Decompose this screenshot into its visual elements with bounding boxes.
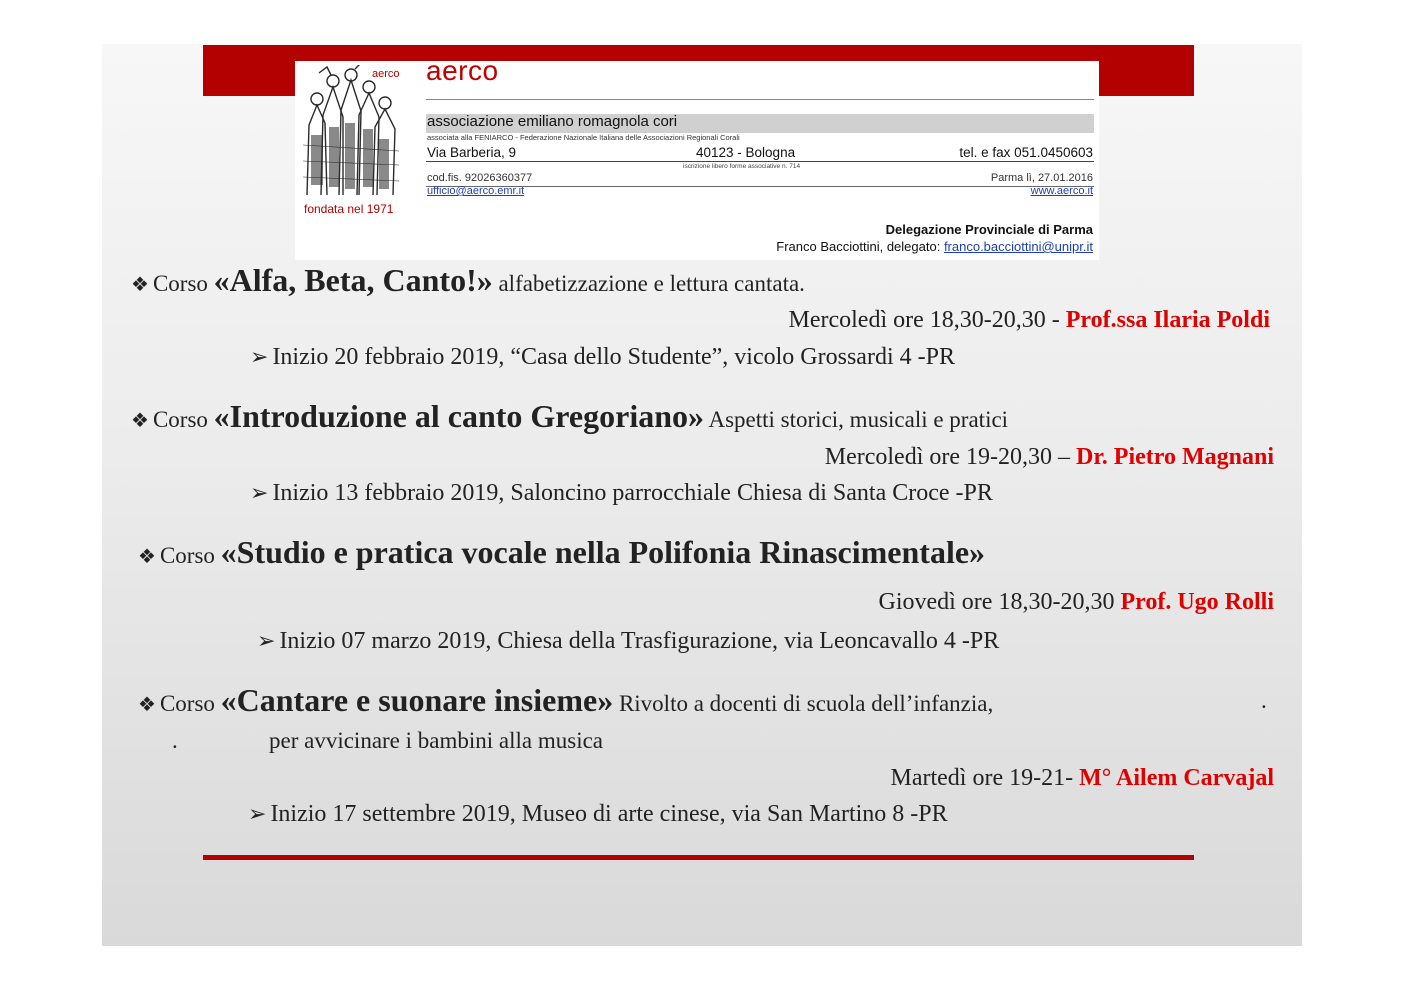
- course-description: Rivolto a docenti di scuola dell’infanzia,: [613, 691, 994, 716]
- course-prefix: Corso: [152, 271, 214, 296]
- delegate-email-link[interactable]: franco.bacciottini@unipr.it: [943, 239, 1093, 254]
- address-phone: tel. e fax 051.0450603: [959, 145, 1093, 160]
- start-info: Inizio 17 settembre 2019, Museo di arte cinese, via San Martino 8 -PR: [270, 801, 948, 827]
- arrow-bullet-icon: ➢: [248, 801, 267, 826]
- course-3-schedule: [878, 589, 1274, 616]
- course-4-schedule: [891, 765, 1275, 792]
- diamond-bullet-icon: ❖: [138, 546, 156, 568]
- continuation-text: per avvicinare i bambini alla musica: [269, 728, 604, 753]
- delegation-title: Delegazione Provinciale di Parma: [885, 222, 1093, 237]
- letterhead: [295, 55, 1099, 260]
- course-1-schedule: [789, 307, 1271, 334]
- course-2-start: [250, 480, 993, 507]
- course-description: Aspetti storici, musicali e pratici: [704, 407, 1009, 432]
- choir-engraving-icon: [299, 65, 403, 200]
- association-name: associazione emiliano romagnola cori: [427, 113, 678, 130]
- office-email-link[interactable]: ufficio@aerco.emr.it: [427, 185, 525, 197]
- course-title: «Alfa, Beta, Canto!»: [213, 262, 493, 298]
- logo-founded-text: fondata nel 1971: [304, 202, 394, 216]
- teacher-name: Prof.ssa Ilaria Poldi: [1065, 307, 1270, 333]
- course-prefix: Corso: [152, 407, 214, 432]
- schedule-text: Mercoledì ore 18,30-20,30 -: [788, 307, 1066, 333]
- divider: [426, 161, 1094, 162]
- schedule-text: Mercoledì ore 19-20,30 –: [824, 444, 1076, 470]
- letter-date: Parma lì, 27.01.2016: [990, 172, 1093, 184]
- course-1-heading: [131, 262, 805, 299]
- course-3-start: [257, 628, 999, 655]
- course-prefix: Corso: [159, 543, 221, 568]
- brand-title: aerco: [426, 55, 499, 86]
- address-city: 40123 - Bologna: [696, 145, 796, 160]
- course-description: alfabetizzazione e lettura cantata.: [492, 271, 805, 296]
- arrow-bullet-icon: ➢: [257, 628, 276, 653]
- divider: [426, 99, 1094, 100]
- course-3-heading: [138, 534, 985, 571]
- schedule-text: Giovedì ore 18,30-20,30: [878, 589, 1121, 615]
- schedule-text: Martedì ore 19-21-: [890, 765, 1080, 791]
- website-link[interactable]: www.aerco.it: [1030, 185, 1093, 197]
- arrow-bullet-icon: ➢: [250, 344, 269, 369]
- course-title: «Introduzione al canto Gregoriano»: [213, 398, 705, 434]
- diamond-bullet-icon: ❖: [138, 694, 156, 716]
- bottom-red-rule: [203, 855, 1194, 860]
- course-4-continuation: [172, 728, 604, 754]
- feniarco-note: associata alla FENIARCO - Federazione Nazionale Italiana delle Associazioni Regionali Corali: [427, 133, 740, 142]
- diamond-bullet-icon: ❖: [131, 274, 149, 296]
- course-title: «Cantare e suonare insieme»: [220, 682, 614, 718]
- course-2-heading: [131, 398, 1008, 435]
- course-prefix: Corso: [159, 691, 221, 716]
- course-title: «Studio e pratica vocale nella Polifonia Rinascimentale»: [220, 534, 986, 570]
- start-info: Inizio 20 febbraio 2019, “Casa dello Studente”, vicolo Grossardi 4 -PR: [272, 344, 955, 370]
- arrow-bullet-icon: ➢: [250, 480, 269, 505]
- teacher-name: Prof. Ugo Rolli: [1120, 589, 1274, 615]
- trailing-dot: .: [1261, 688, 1267, 713]
- delegate-name: Franco Bacciottini, delegato:: [776, 239, 944, 254]
- diamond-bullet-icon: ❖: [131, 410, 149, 432]
- course-2-schedule: [825, 444, 1274, 471]
- teacher-name: M° Ailem Carvajal: [1079, 765, 1274, 791]
- leading-dot: .: [172, 728, 178, 753]
- start-info: Inizio 07 marzo 2019, Chiesa della Trasfigurazione, via Leoncavallo 4 -PR: [279, 628, 1000, 654]
- divider: [426, 186, 1094, 187]
- registration-note: iscrizione libero forme associative n. 714: [683, 163, 801, 170]
- start-info: Inizio 13 febbraio 2019, Saloncino parrocchiale Chiesa di Santa Croce -PR: [272, 480, 993, 506]
- course-4-heading: [138, 682, 993, 719]
- course-4-start: [248, 801, 948, 828]
- address-street: Via Barberia, 9: [427, 145, 517, 160]
- delegate-line: [776, 239, 1093, 254]
- logo-wordmark: aerco: [372, 68, 400, 80]
- tax-code: cod.fis. 92026360377: [427, 172, 533, 184]
- course-1-start: [250, 344, 955, 371]
- teacher-name: Dr. Pietro Magnani: [1076, 444, 1274, 470]
- choir-logo-image: [299, 65, 403, 215]
